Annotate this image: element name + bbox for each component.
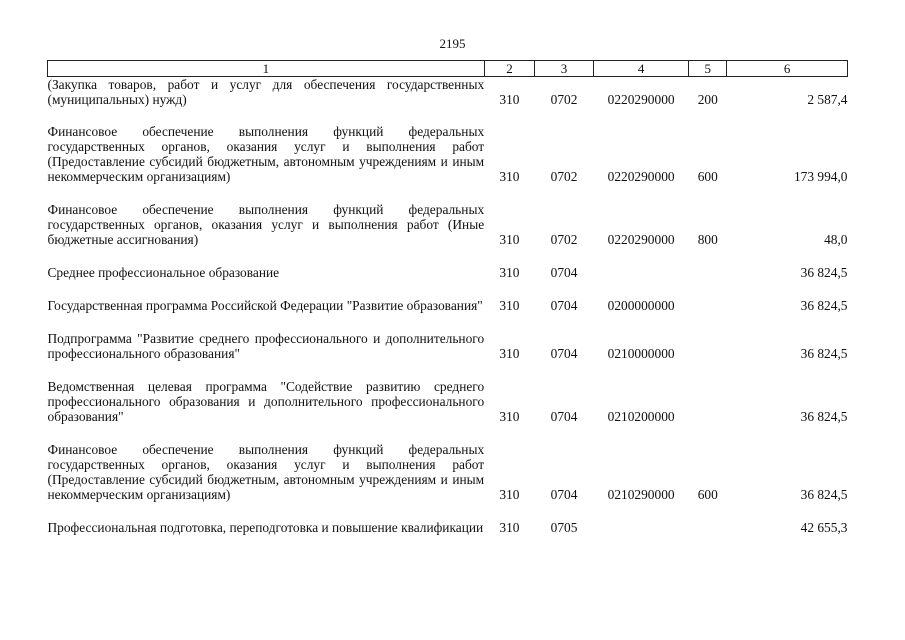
table-row <box>48 370 848 433</box>
row-target-code <box>593 511 689 544</box>
row-amount: 36 824,5 <box>800 265 848 280</box>
row-name: Профессиональная подготовка, переподготовка и повышение квалификации <box>47 520 484 535</box>
row-target-code: 0220290000 <box>607 92 675 107</box>
table-row <box>48 433 848 511</box>
row-target-code: 0210000000 <box>607 346 675 361</box>
row-expense-type: 200 <box>697 92 718 107</box>
row-ministry-code: 310 <box>499 487 520 502</box>
row-name: Государственная программа Российской Федерации "Развитие образования" <box>47 298 483 313</box>
table-body <box>48 77 848 545</box>
row-section-code: 0702 <box>550 92 578 107</box>
budget-table <box>47 60 848 544</box>
row-amount: 2 587,4 <box>807 92 848 107</box>
table-row <box>48 289 848 322</box>
row-expense-type: 600 <box>697 169 718 184</box>
row-target-code: 0210200000 <box>607 409 675 424</box>
table-row <box>48 322 848 370</box>
row-target-code <box>593 256 689 289</box>
row-expense-type <box>689 256 727 289</box>
row-ministry-code: 310 <box>499 409 520 424</box>
row-amount: 36 824,5 <box>800 346 848 361</box>
row-expense-type: 600 <box>697 487 718 502</box>
row-amount: 173 994,0 <box>793 169 848 184</box>
row-target-code: 0210290000 <box>607 487 675 502</box>
row-expense-type <box>689 289 727 322</box>
row-section-code: 0704 <box>550 265 578 280</box>
row-amount: 48,0 <box>824 232 848 247</box>
row-ministry-code: 310 <box>499 169 520 184</box>
table-row <box>48 77 848 116</box>
row-section-code: 0704 <box>550 409 578 424</box>
header-col-1: 1 <box>48 61 485 77</box>
header-col-4: 4 <box>593 61 689 77</box>
table-row <box>48 256 848 289</box>
row-expense-type <box>689 370 727 433</box>
row-name: Финансовое обеспечение выполнения функций федеральных государственных органов, оказания услуг и выполнения работ (Предоставление субсидий бюджетным, автономным учреждениям и иным некоммерческим организациям) <box>47 442 485 502</box>
row-section-code: 0704 <box>550 487 578 502</box>
header-row <box>48 61 848 77</box>
row-name: Подпрограмма "Развитие среднего профессионального и дополнительного профессионального образования" <box>47 331 485 361</box>
row-name: (Закупка товаров, работ и услуг для обеспечения государственных (муниципальных) нужд) <box>47 77 485 107</box>
header-col-5: 5 <box>689 61 727 77</box>
row-ministry-code: 310 <box>499 92 520 107</box>
row-section-code: 0702 <box>550 232 578 247</box>
row-target-code: 0220290000 <box>607 232 675 247</box>
table-row <box>48 193 848 256</box>
row-expense-type: 800 <box>697 232 718 247</box>
row-amount: 36 824,5 <box>800 487 848 502</box>
row-expense-type <box>689 511 727 544</box>
row-section-code: 0704 <box>550 346 578 361</box>
row-amount: 36 824,5 <box>800 409 848 424</box>
row-name: Финансовое обеспечение выполнения функций федеральных государственных органов, оказания услуг и выполнения работ (Иные бюджетные ассигнования) <box>47 202 485 247</box>
header-col-2: 2 <box>484 61 535 77</box>
row-name: Среднее профессиональное образование <box>47 265 280 280</box>
row-section-code: 0705 <box>550 520 578 535</box>
row-name: Финансовое обеспечение выполнения функций федеральных государственных органов, оказания услуг и выполнения работ (Предоставление субсидий бюджетным, автономным учреждениям и иным некоммерческим организациям) <box>47 124 485 184</box>
table-row <box>48 115 848 193</box>
row-section-code: 0704 <box>550 298 578 313</box>
row-amount: 36 824,5 <box>800 298 848 313</box>
page-number: 2195 <box>439 36 466 51</box>
row-amount: 42 655,3 <box>800 520 848 535</box>
header-col-3: 3 <box>535 61 594 77</box>
row-expense-type <box>689 322 727 370</box>
row-name: Ведомственная целевая программа "Содействие развитию среднего профессионального образования и дополнительного профессионального образования" <box>47 379 485 424</box>
row-ministry-code: 310 <box>499 232 520 247</box>
table-row <box>48 511 848 544</box>
row-target-code: 0220290000 <box>607 169 675 184</box>
row-ministry-code: 310 <box>499 265 520 280</box>
table-header <box>48 61 848 77</box>
header-col-6: 6 <box>727 61 848 77</box>
row-target-code: 0200000000 <box>607 298 675 313</box>
row-ministry-code: 310 <box>499 298 520 313</box>
row-ministry-code: 310 <box>499 346 520 361</box>
row-section-code: 0702 <box>550 169 578 184</box>
row-ministry-code: 310 <box>499 520 520 535</box>
